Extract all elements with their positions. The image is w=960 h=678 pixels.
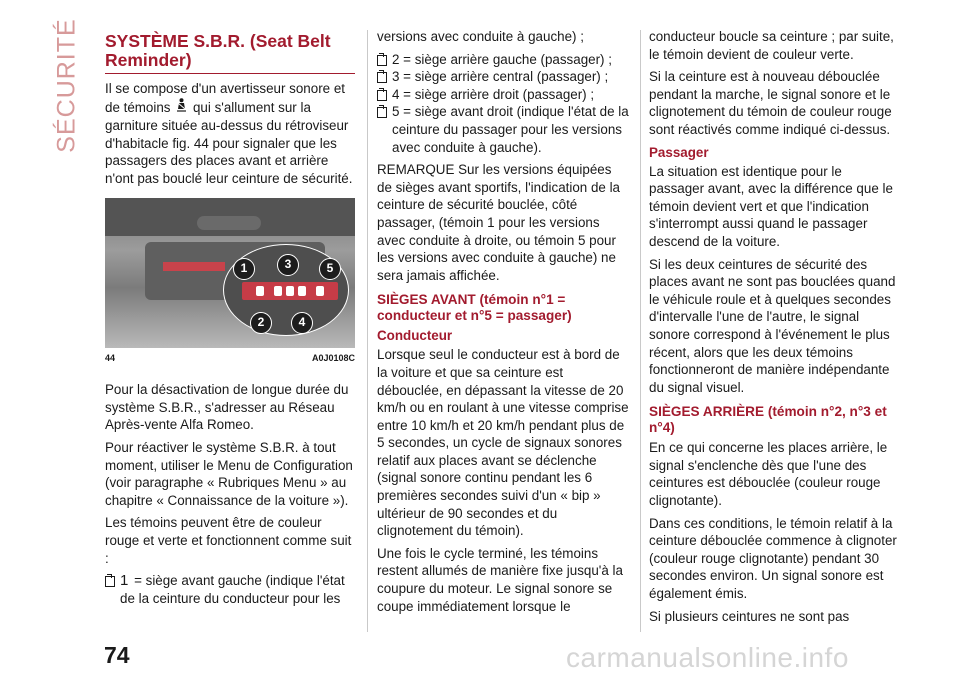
paragraph	[105, 80, 355, 188]
paragraph: Lorsque seul le conducteur est à bord de la voiture et que sa ceinture est débouclée, en dépassant la vitesse de 20 km/h ou en roulant à une vitesse comprise entre 10 km/h et 20 km/h pendant plus de 5 secondes, un cycle de signaux sonores relatif aux places avant se déclenche (signal sonore continu pendant les 6 premières secondes suivi d'un « bip » ultérieur de 90 secondes et du clignotement du témoin).	[377, 347, 629, 539]
checkbox-icon	[377, 55, 387, 66]
seatbelt-lamp-panel	[242, 282, 338, 300]
paragraph: Pour réactiver le système S.B.R. à tout moment, utiliser le Menu de Configuration (voir paragraphe « Rubriques Menu » au chapitre « Connaissance de la voiture »).	[105, 439, 353, 508]
paragraph: Dans ces conditions, le témoin relatif à la ceinture débouclée commence à clignoter (couleur rouge clignotante) pendant 30 secondes environ. Un signal sonore est également émis.	[649, 515, 897, 602]
item-text: 4 = siège arrière droit (passager) ;	[392, 86, 595, 102]
item-text: = siège avant gauche (indique l'état de la ceinture du conducteur pour les	[120, 573, 345, 606]
callout-4: 4	[291, 312, 313, 334]
paragraph: versions avec conduite à gauche) ;	[377, 29, 584, 44]
seatbelt-lamp-icon	[256, 286, 264, 296]
paragraph: Si plusieurs ceintures ne sont pas	[649, 608, 850, 624]
figure-44	[105, 198, 355, 348]
side-tab	[52, 17, 82, 153]
figure-caption	[105, 350, 355, 368]
callout-3: 3	[277, 254, 299, 276]
figure-number: 44	[105, 352, 116, 363]
item-text: 5 = siège avant droit (indique l'état de la ceinture du passager pour les versions avec conduite à gauche).	[392, 104, 629, 155]
list-item	[377, 51, 630, 69]
section-title: SYSTÈME S.B.R. (Seat Belt Reminder)	[105, 32, 355, 74]
paragraph-text: Il se compose d'un avertisseur sonore et de témoins	[105, 81, 345, 115]
paragraph: Une fois le cycle terminé, les témoins restent allumés de manière fixe jusqu'à la coupure du moteur. Le signal sonore se coupe immédiatement lorsque le	[377, 545, 623, 614]
list-item	[105, 572, 355, 607]
callout-5: 5	[319, 258, 341, 280]
checkbox-icon	[377, 72, 387, 83]
page-number: 74	[104, 642, 130, 668]
column-3	[649, 28, 899, 630]
seatbelt-lamp-icon	[316, 286, 324, 296]
column-divider	[640, 30, 641, 632]
paragraph: conducteur boucle sa ceinture ; par suite, le témoin devient de couleur verte.	[649, 29, 894, 62]
callout-2: 2	[250, 312, 272, 334]
list-item	[377, 86, 630, 104]
watermark: carmanualsonline.info	[566, 642, 849, 673]
checkbox-icon	[377, 90, 387, 101]
figure-code: A0J0108C	[311, 352, 355, 363]
seatbelt-lamp-icon	[286, 286, 294, 296]
list-item	[377, 68, 630, 86]
item-text: 2 = siège arrière gauche (passager) ;	[392, 51, 612, 67]
list-item	[377, 103, 630, 156]
section-heading: SIÈGES AVANT (témoin n°1 = conducteur et n°5 = passager)	[377, 292, 572, 323]
subheading-driver: Conducteur	[377, 328, 453, 344]
callout-1: 1	[233, 258, 255, 280]
column-1	[105, 28, 355, 607]
column-divider	[367, 30, 368, 632]
ceiling-lens	[197, 216, 261, 230]
indicator-strip	[163, 262, 225, 271]
side-tab-label: SÉCURITÉ	[52, 17, 81, 153]
checkbox-icon	[105, 576, 115, 587]
paragraph: Pour la désactivation de longue durée du système S.B.R., s'adresser au Réseau Après-vente Alfa Romeo.	[105, 382, 349, 433]
paragraph: Si les deux ceintures de sécurité des places avant ne sont pas bouclées quand le véhicule roule et à quelques secondes d'intervalle l'une de l'autre, le signal sonore correspond à l'événement le plus récent, alors que les deux témoins fonctionneront de manière indépendante du signal visuel.	[649, 256, 896, 395]
paragraph: La situation est identique pour le passager avant, avec la différence que le témoin devient vert et que l'indication s'interrompt aussi quand le passager descend de la voiture.	[649, 163, 893, 249]
seatbelt-icon	[176, 98, 187, 118]
section-heading: SIÈGES ARRIÈRE (témoin n°2, n°3 et n°4)	[649, 404, 887, 435]
subheading-passenger: Passager	[649, 144, 709, 160]
remark: REMARQUE Sur les versions équipées de sièges avant sportifs, l'indication de la ceinture de sécurité bouclée, côté passager, (témoin 1 pour les versions avec conduite à droite, ou témoin 5 pour les versions avec conduite à gauche) ne sera jamais affichée.	[377, 162, 620, 283]
seatbelt-lamp-icon	[298, 286, 306, 296]
seatbelt-lamp-icon	[274, 286, 282, 296]
item-text: 3 = siège arrière central (passager) ;	[392, 69, 609, 85]
paragraph-text: qui s'allument sur la garniture située au-dessus du rétroviseur d'habitacle fig. 44 pour signaler que les passagers des places avant et arrière n'ont pas bouclé leur ceinture de sécurité.	[105, 99, 353, 186]
item-number: 1	[120, 572, 129, 590]
paragraph: En ce qui concerne les places arrière, le signal s'enclenche dès que l'une des ceintures est débouclée (couleur rouge clignotante).	[649, 440, 888, 509]
paragraph: Les témoins peuvent être de couleur rouge et verte et fonctionnent comme suit :	[105, 515, 352, 566]
column-2	[377, 28, 630, 620]
checkbox-icon	[377, 107, 387, 118]
paragraph: Si la ceinture est à nouveau débouclée pendant la marche, le signal sonore et le clignotement du témoin de couleur rouge sont réactivés comme indiqué ci-dessus.	[649, 69, 892, 137]
